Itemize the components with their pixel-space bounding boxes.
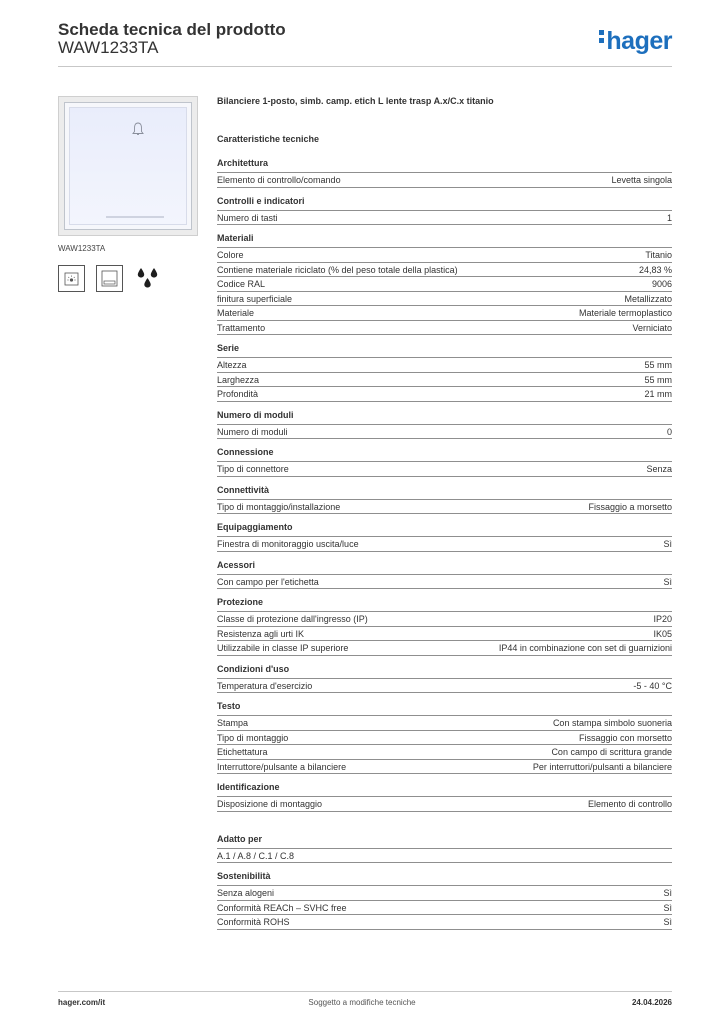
spec-value: 55 mm <box>644 360 672 370</box>
spec-label: Temperatura d'esercizio <box>217 680 313 691</box>
spec-value: Fissaggio con morsetto <box>578 732 672 743</box>
specs-heading: Caratteristiche tecniche <box>217 134 320 144</box>
spec-section <box>217 701 672 774</box>
section-title: Connessione <box>217 447 274 457</box>
spec-section <box>217 522 672 552</box>
spec-label: Tipo di montaggio <box>217 732 289 743</box>
section-title: Equipaggiamento <box>217 522 293 532</box>
spec-value: 24,83 % <box>638 264 672 275</box>
section-title: Controlli e indicatori <box>217 195 305 206</box>
section-title: Testo <box>217 701 241 711</box>
spec-row <box>217 626 672 641</box>
spec-value: 55 mm <box>644 374 672 385</box>
spec-row <box>217 499 672 515</box>
spec-value: Con stampa simbolo suoneria <box>552 718 672 728</box>
spec-section <box>217 834 672 864</box>
spec-label: Con campo per l'etichetta <box>217 576 319 587</box>
spec-label: Tipo di montaggio/installazione <box>217 501 341 512</box>
spec-row <box>217 247 672 262</box>
spec-label: Colore <box>217 250 244 260</box>
header-divider <box>58 66 672 67</box>
spec-value: Materiale termoplastico <box>578 308 672 318</box>
product-image <box>58 96 198 236</box>
spec-row <box>217 305 672 320</box>
spec-row <box>217 611 672 626</box>
footer-note: Soggetto a modifiche tecniche <box>308 998 416 1007</box>
spec-row <box>217 291 672 306</box>
section-title: Condizioni d'uso <box>217 663 290 674</box>
spec-section <box>217 196 672 226</box>
spec-row <box>217 900 672 915</box>
section-title: Numero di moduli <box>217 409 294 420</box>
spec-label: Numero di tasti <box>217 212 278 223</box>
logo-text: hager <box>606 27 672 55</box>
spec-label: Profondità <box>217 389 259 399</box>
spec-row <box>217 848 672 864</box>
hager-logo <box>599 27 672 56</box>
spec-value: Senza <box>646 464 672 474</box>
section-title: Connettività <box>217 484 270 495</box>
spec-value: Sì <box>663 576 672 587</box>
spec-row <box>217 357 672 372</box>
spec-value: Levetta singola <box>611 175 672 185</box>
spec-value: Sì <box>663 902 672 913</box>
product-description: Bilanciere 1-posto, simb. camp. etich L lente trasp A.x/C.x titanio <box>217 96 494 106</box>
spec-label: A.1 / A.8 / C.1 / C.8 <box>217 850 295 861</box>
spec-row <box>217 536 672 552</box>
spec-value: -5 - 40 °C <box>633 680 672 691</box>
section-rows <box>217 499 672 515</box>
spec-label: Stampa <box>217 718 249 728</box>
spec-row <box>217 640 672 656</box>
spec-label: Classe di protezione dall'ingresso (IP) <box>217 614 368 624</box>
spec-row <box>217 424 672 440</box>
spec-value: Titanio <box>645 250 672 260</box>
spec-row <box>217 678 672 694</box>
label-field-icon <box>96 265 123 292</box>
spec-label: Conformità REACh – SVHC free <box>217 902 347 913</box>
spec-sections <box>217 158 672 930</box>
spec-row <box>217 796 672 812</box>
section-rows <box>217 715 672 774</box>
spec-label: Senza alogeni <box>217 888 275 898</box>
spec-label: Larghezza <box>217 374 260 385</box>
section-title: Adatto per <box>217 833 262 844</box>
section-rows <box>217 536 672 552</box>
bell-icon <box>132 122 144 136</box>
spec-value: 21 mm <box>644 389 672 399</box>
spec-row <box>217 320 672 336</box>
spec-row <box>217 172 672 188</box>
section-rows <box>217 796 672 812</box>
spec-value: Sì <box>663 539 672 549</box>
spec-section <box>217 664 672 694</box>
spec-label: Interruttore/pulsante a bilanciere <box>217 761 347 772</box>
spec-section <box>217 782 672 812</box>
spec-label: Tipo di connettore <box>217 464 289 474</box>
page-title: Scheda tecnica del prodotto <box>58 20 286 39</box>
section-title: Serie <box>217 343 240 353</box>
spec-value: Con campo di scrittura grande <box>551 747 672 757</box>
section-rows <box>217 611 672 656</box>
spec-row <box>217 574 672 590</box>
spec-label: Resistenza agli urti IK <box>217 628 305 639</box>
spec-row <box>217 885 672 900</box>
spec-value: IK05 <box>653 628 672 639</box>
spec-row <box>217 210 672 226</box>
spec-label: Disposizione di montaggio <box>217 799 323 809</box>
footer-date: 24.04.2026 <box>631 998 672 1007</box>
footer-divider <box>58 991 672 992</box>
spec-label: Contiene materiale riciclato (% del peso totale della plastica) <box>217 264 458 275</box>
section-rows <box>217 461 672 477</box>
section-title: Acessori <box>217 559 256 570</box>
spec-section <box>217 485 672 515</box>
footer-website: hager.com/it <box>58 998 106 1007</box>
spec-value: 9006 <box>651 279 672 289</box>
spec-label: Altezza <box>217 360 247 370</box>
spec-value: Per interruttori/pulsanti a bilanciere <box>532 761 672 772</box>
spec-row <box>217 276 672 291</box>
logo-colon-icon <box>599 30 604 46</box>
spec-value: IP20 <box>653 614 672 624</box>
section-rows <box>217 885 672 930</box>
spec-value: Metallizzato <box>624 293 672 304</box>
spec-label: Conformità ROHS <box>217 917 290 927</box>
spec-content <box>217 96 672 938</box>
section-title: Architettura <box>217 158 269 168</box>
product-code: WAW1233TA <box>58 38 159 57</box>
spec-section <box>217 871 672 930</box>
spec-row <box>217 914 672 930</box>
section-rows <box>217 247 672 335</box>
section-rows <box>217 678 672 694</box>
section-title: Materiali <box>217 233 254 243</box>
section-title: Sostenibilità <box>217 871 271 881</box>
spec-section <box>217 343 672 402</box>
spec-label: Codice RAL <box>217 279 266 289</box>
spec-value: Elemento di controllo <box>587 799 672 809</box>
spec-label: Finestra di monitoraggio uscita/luce <box>217 539 359 549</box>
spec-label: Etichettatura <box>217 747 268 757</box>
spec-value: Fissaggio a morsetto <box>588 501 672 512</box>
spec-label: Elemento di controllo/comando <box>217 175 341 185</box>
section-title: Protezione <box>217 597 264 607</box>
spec-value: 1 <box>666 212 672 223</box>
section-rows <box>217 574 672 590</box>
led-indicator-icon <box>58 265 85 292</box>
spec-section <box>217 410 672 440</box>
water-drops-icon <box>134 265 161 292</box>
spec-section <box>217 597 672 656</box>
section-rows <box>217 357 672 402</box>
spec-label: Trattamento <box>217 322 266 333</box>
spec-label: Numero di moduli <box>217 426 288 437</box>
spec-value: Verniciato <box>632 322 672 333</box>
spec-value: Sì <box>663 917 672 927</box>
section-rows <box>217 848 672 864</box>
spec-value: 0 <box>666 426 672 437</box>
spec-section <box>217 158 672 188</box>
spec-row <box>217 262 672 277</box>
section-title: Identificazione <box>217 782 280 792</box>
spec-section <box>217 447 672 477</box>
spec-label: finitura superficiale <box>217 293 293 304</box>
spec-row <box>217 744 672 759</box>
spec-section <box>217 560 672 590</box>
spec-value: Sì <box>663 888 672 898</box>
spec-value: IP44 in combinazione con set di guarnizioni <box>498 643 672 653</box>
section-rows <box>217 172 672 188</box>
spec-row <box>217 386 672 402</box>
label-strip <box>106 216 164 218</box>
spec-row <box>217 715 672 730</box>
spec-row <box>217 730 672 745</box>
spec-label: Utilizzabile in classe IP superiore <box>217 643 349 653</box>
spec-section <box>217 233 672 335</box>
spec-row <box>217 759 672 775</box>
spec-row <box>217 461 672 477</box>
section-rows <box>217 424 672 440</box>
image-caption: WAW1233TA <box>58 244 106 253</box>
spec-label: Materiale <box>217 308 255 318</box>
section-rows <box>217 210 672 226</box>
spec-row <box>217 372 672 387</box>
